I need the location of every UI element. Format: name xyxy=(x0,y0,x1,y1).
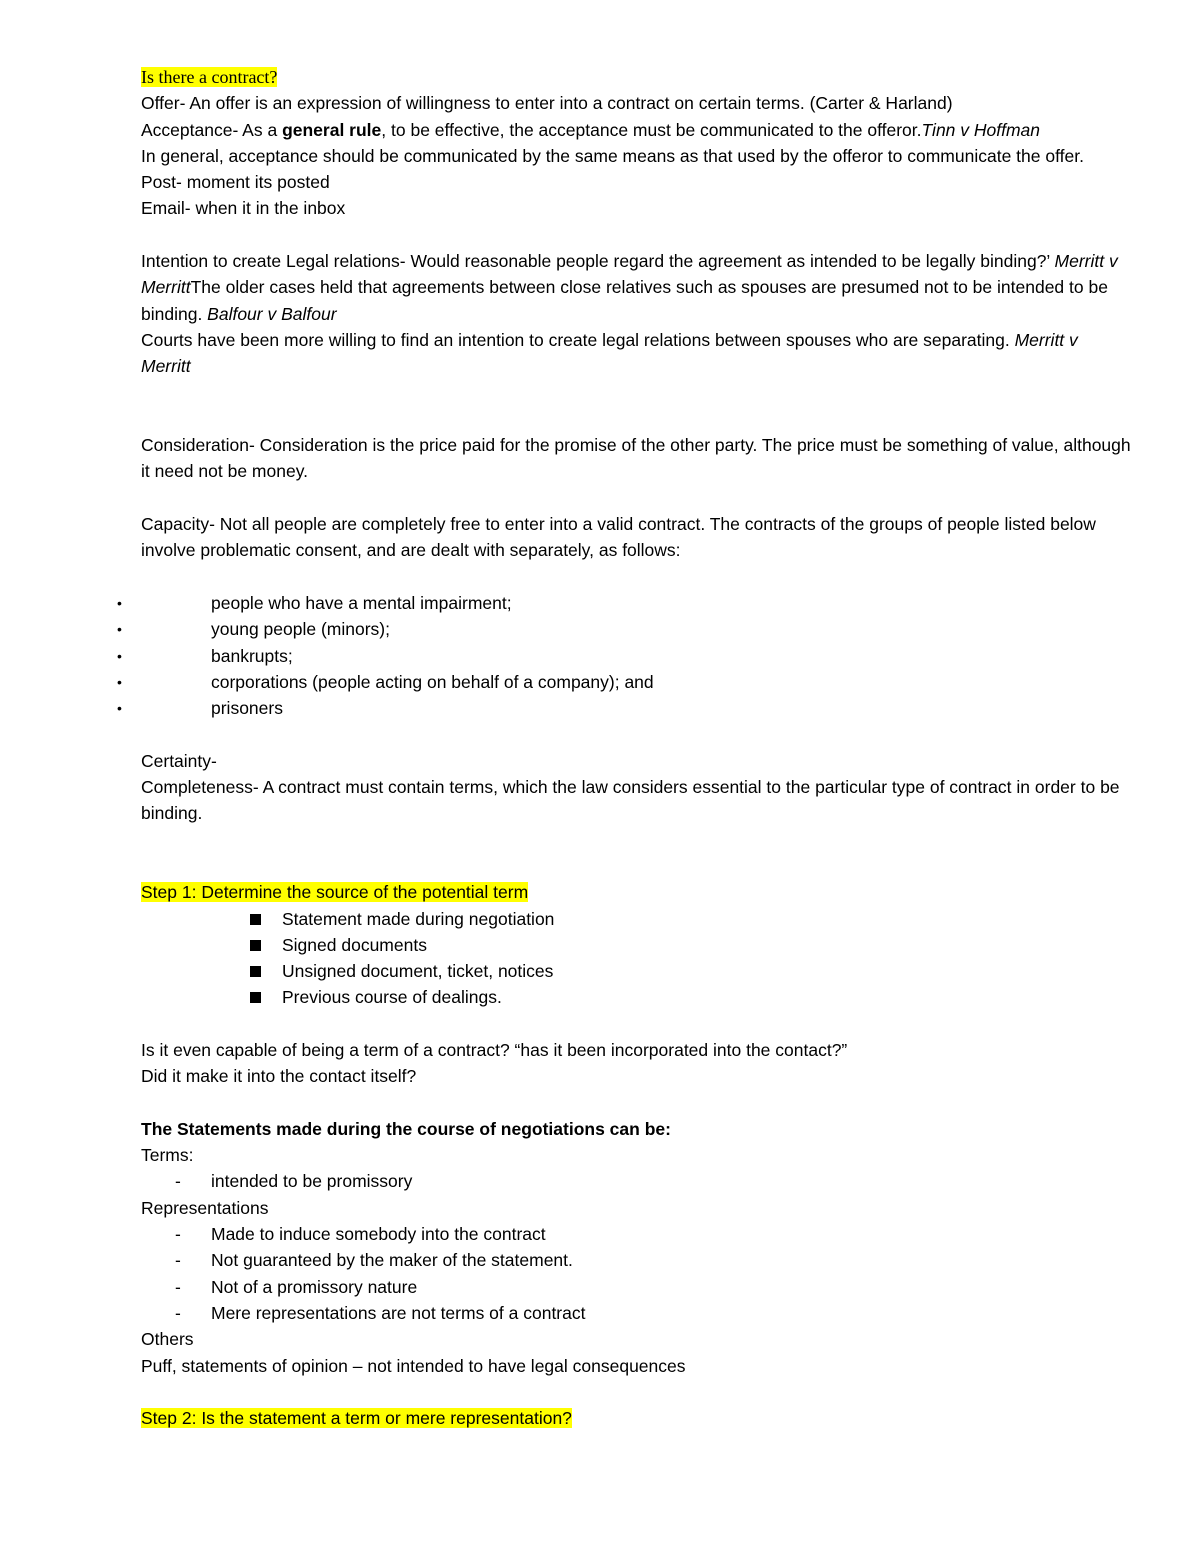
square-bullet-icon xyxy=(250,966,261,977)
completeness-paragraph: Completeness- A contract must contain terms, which the law considers essential to the particular type of contract in order to be binding. xyxy=(141,777,1120,824)
step1-heading: Step 1: Determine the source of the potential term xyxy=(141,882,529,903)
dash-marker: - xyxy=(175,1250,181,1271)
case-balfour-v-balfour: Balfour v Balfour xyxy=(207,303,337,324)
list-item xyxy=(141,906,1131,932)
list-item xyxy=(117,616,1131,642)
list-item-text: Signed documents xyxy=(282,934,427,955)
case-merritt-v-merritt-2: Merritt v Merritt xyxy=(141,329,1078,377)
intention-text: Intention to create Legal relations- Would reasonable people regard the agreement as intended to be legally binding?’ xyxy=(141,251,1055,272)
intention-separating xyxy=(141,327,1131,380)
list-item xyxy=(141,1247,1131,1273)
acceptance-general: In general, acceptance should be communicated by the same means as that used by the offeror to communicate the offer. xyxy=(141,145,1084,166)
list-item-text: Previous course of dealings. xyxy=(282,987,502,1008)
list-item-text: Not of a promissory nature xyxy=(211,1276,418,1297)
list-item-text: Unsigned document, ticket, notices xyxy=(282,961,554,982)
square-bullet-icon xyxy=(250,992,261,1003)
list-item xyxy=(141,1168,1131,1194)
others-label: Others xyxy=(141,1329,194,1350)
list-item xyxy=(117,695,1131,721)
step1-list xyxy=(141,906,1131,1011)
bullet-icon: • xyxy=(117,621,122,638)
list-item-text: Made to induce somebody into the contract xyxy=(211,1224,546,1245)
acceptance-paragraph xyxy=(141,117,1131,143)
intention-text-3: Courts have been more willing to find an intention to create legal relations between spouses who are separating. xyxy=(141,329,1015,350)
list-item-text: Mere representations are not terms of a contract xyxy=(211,1302,586,1323)
title-line xyxy=(141,64,1131,90)
general-rule-text: general rule xyxy=(282,119,382,140)
offer-label: Offer- xyxy=(141,93,186,114)
list-item-text: prisoners xyxy=(211,698,283,719)
list-item xyxy=(141,958,1131,984)
list-item xyxy=(141,932,1131,958)
list-item xyxy=(117,643,1131,669)
dash-marker: - xyxy=(175,1171,181,1192)
square-bullet-icon xyxy=(250,940,261,951)
case-merritt-v-merritt: Merritt v Merritt xyxy=(141,251,1118,298)
acceptance-text: As a xyxy=(238,119,283,140)
step2-line xyxy=(141,1405,1131,1431)
list-item-text: young people (minors); xyxy=(211,619,390,640)
list-item-text: people who have a mental impairment; xyxy=(211,592,512,613)
dash-marker: - xyxy=(175,1302,181,1323)
list-item-text: Statement made during negotiation xyxy=(282,908,555,929)
bullet-icon: • xyxy=(117,647,122,664)
offer-text: An offer is an expression of willingness to enter into a contract on certain terms. (Carter & Harland) xyxy=(185,93,953,114)
capacity-list xyxy=(117,590,1131,721)
certainty-heading: Certainty- xyxy=(141,750,217,771)
others-text: Puff, statements of opinion – not intended to have legal consequences xyxy=(141,1355,686,1376)
list-item xyxy=(141,1221,1131,1247)
representations-label: Representations xyxy=(141,1197,269,1218)
dash-marker: - xyxy=(175,1276,181,1297)
intention-paragraph xyxy=(141,248,1131,327)
capacity-paragraph: Capacity- Not all people are completely free to enter into a valid contract. The contracts of the groups of people listed below involve problematic consent, and are dealt with separately, as follows: xyxy=(141,514,1096,561)
offer-paragraph xyxy=(141,90,1131,116)
question-incorporated: Is it even capable of being a term of a contract? “has it been incorporated into the contact?” xyxy=(141,1039,848,1060)
list-item xyxy=(117,590,1131,616)
bullet-icon: • xyxy=(117,673,122,690)
dash-marker: - xyxy=(175,1224,181,1245)
list-item xyxy=(141,1300,1131,1326)
consideration-paragraph: Consideration- Consideration is the price paid for the promise of the other party. The price must be something of value, although it need not be money. xyxy=(141,435,1131,482)
email-rule: Email- when it in the inbox xyxy=(141,198,346,219)
step2-heading: Step 2: Is the statement a term or mere representation? xyxy=(141,1408,572,1429)
acceptance-label: Acceptance- xyxy=(141,119,239,140)
step1-line xyxy=(141,879,1131,905)
list-item-text: corporations (people acting on behalf of a company); and xyxy=(211,671,654,692)
list-item-text: Not guaranteed by the maker of the statement. xyxy=(211,1250,573,1271)
list-item xyxy=(117,669,1131,695)
statements-heading: The Statements made during the course of negotiations can be: xyxy=(141,1118,671,1139)
terms-label: Terms: xyxy=(141,1145,194,1166)
post-rule: Post- moment its posted xyxy=(141,172,330,193)
square-bullet-icon xyxy=(250,914,261,925)
list-item xyxy=(141,984,1131,1010)
page-title: Is there a contract? xyxy=(141,67,278,87)
case-tinn-v-hoffman: Tinn v Hoffman xyxy=(921,119,1041,140)
list-item xyxy=(141,1274,1131,1300)
bullet-icon: • xyxy=(117,594,122,611)
list-item-text: bankrupts; xyxy=(211,645,293,666)
document-page xyxy=(117,64,1131,1431)
acceptance-text-2: , to be effective, the acceptance must be communicated to the offeror. xyxy=(381,119,922,140)
list-item-text: intended to be promissory xyxy=(211,1171,413,1192)
bullet-icon: • xyxy=(117,700,122,717)
intention-text-2: The older cases held that agreements between close relatives such as spouses are presumed not to be intended to be binding. xyxy=(141,277,1108,324)
question-contact: Did it make it into the contact itself? xyxy=(141,1066,417,1087)
